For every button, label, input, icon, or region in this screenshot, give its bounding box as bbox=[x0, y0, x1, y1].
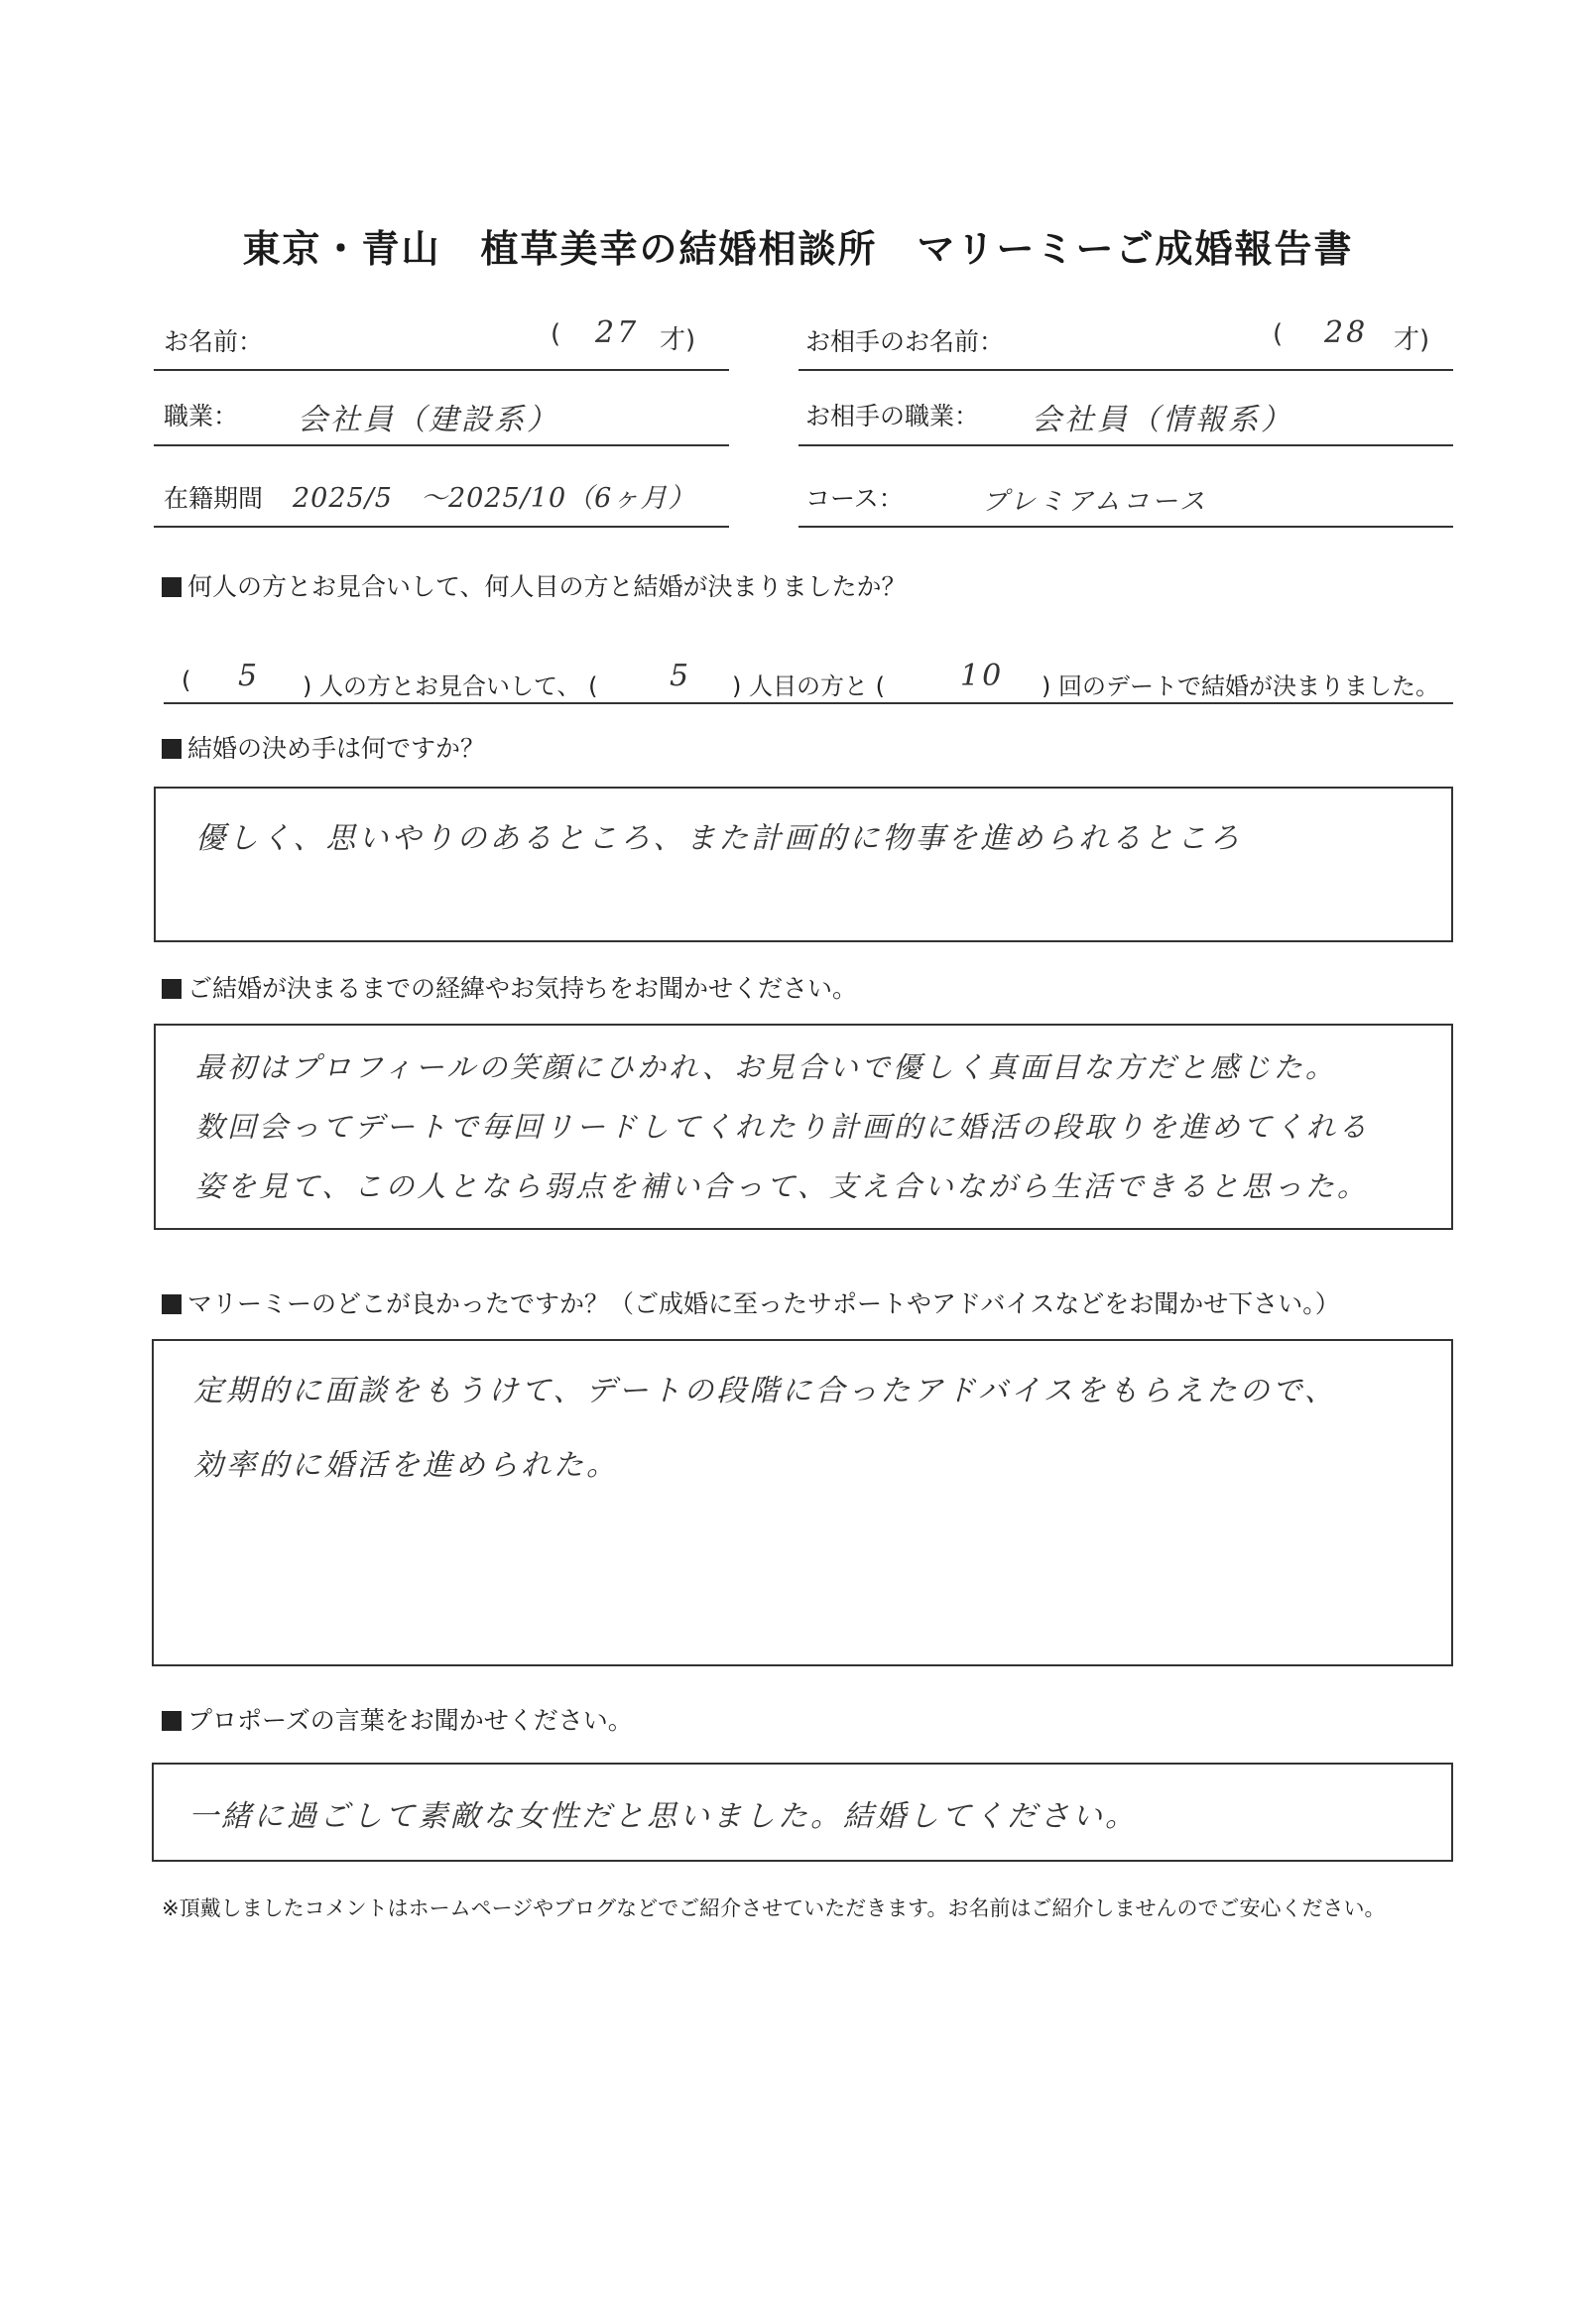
q5-heading bbox=[162, 1701, 633, 1737]
course-value: プレミアムコース bbox=[982, 487, 1208, 517]
q1-text3: ) 回のデートで結婚が決まりました。 bbox=[1042, 672, 1439, 700]
partner-job-label: お相手の職業： bbox=[805, 402, 980, 430]
q4-answer-line: 定期的に面談をもうけて、デートの段階に合ったアドバイスをもらえたので、 bbox=[193, 1374, 1337, 1408]
partner-age-close: 才) bbox=[1394, 325, 1430, 355]
q3-answer-line: 数回会ってデートで毎回リードしてくれたり計画的に婚活の段取りを進めてくれる bbox=[195, 1110, 1371, 1144]
q3-answer-box bbox=[154, 1024, 1453, 1230]
q1-heading bbox=[162, 567, 907, 603]
q3-question: ご結婚が決まるまでの経緯やお気持ちをお聞かせください。 bbox=[187, 974, 858, 1003]
q1-open: ( bbox=[182, 667, 191, 694]
partner-job-underline bbox=[798, 444, 1453, 446]
job-underline bbox=[154, 444, 729, 446]
partner-name-underline bbox=[798, 369, 1453, 371]
course-underline bbox=[798, 526, 1453, 528]
q4-answer-box bbox=[152, 1339, 1453, 1666]
period-value: 2025/5 ～2025/10（6ヶ月） bbox=[293, 483, 696, 514]
q1-text2: ) 人目の方と ( bbox=[732, 672, 885, 700]
q2-answer-box bbox=[154, 787, 1453, 942]
square-bullet-icon bbox=[162, 577, 182, 597]
q1-count-dates: 10 bbox=[960, 659, 1005, 693]
name-label: お名前： bbox=[164, 327, 264, 356]
q4-heading bbox=[162, 1284, 1340, 1320]
square-bullet-icon bbox=[162, 1294, 182, 1314]
square-bullet-icon bbox=[162, 979, 182, 999]
square-bullet-icon bbox=[162, 739, 182, 759]
name-underline bbox=[154, 369, 729, 371]
period-label: 在籍期間 bbox=[164, 484, 264, 513]
partner-name-label: お相手のお名前： bbox=[805, 327, 1005, 356]
q3-heading bbox=[162, 969, 857, 1005]
q5-answer-box bbox=[152, 1763, 1453, 1862]
q2-heading bbox=[162, 729, 485, 765]
q2-answer-line: 優しく、思いやりのあるところ、また計画的に物事を進められるところ bbox=[195, 821, 1243, 856]
q1-count-nth: 5 bbox=[670, 659, 692, 693]
age-value: 27 bbox=[595, 315, 640, 350]
partner-age-open: ( bbox=[1273, 319, 1284, 349]
course-label: コース： bbox=[805, 484, 904, 513]
square-bullet-icon bbox=[162, 1711, 182, 1731]
period-underline bbox=[154, 526, 729, 528]
q4-question: マリーミーのどこが良かったですか？（ご成婚に至ったサポートやアドバイスなどをお聞かせ下さい。） bbox=[187, 1289, 1340, 1318]
age-open: ( bbox=[551, 319, 561, 349]
q1-text1: ) 人の方とお見合いして、 ( bbox=[303, 672, 598, 700]
q1-question: 何人の方とお見合いして、何人目の方と結婚が決まりましたか？ bbox=[187, 572, 907, 601]
q1-count-meetings: 5 bbox=[238, 659, 261, 693]
age-close: 才) bbox=[660, 325, 696, 355]
q3-answer-line: 姿を見て、この人となら弱点を補い合って、支え合いながら生活できると思った。 bbox=[195, 1169, 1369, 1203]
q5-answer-line: 一緒に過ごして素敵な女性だと思いました。結婚してください。 bbox=[188, 1799, 1138, 1834]
page-title: 東京・青山 植草美幸の結婚相談所 マリーミーご成婚報告書 bbox=[242, 227, 1354, 271]
job-value: 会社員（建設系） bbox=[298, 403, 559, 437]
partner-age-value: 28 bbox=[1324, 315, 1369, 350]
job-label: 職業： bbox=[164, 402, 239, 430]
q1-underline bbox=[164, 702, 1453, 704]
q2-question: 結婚の決め手は何ですか？ bbox=[187, 734, 486, 763]
q3-answer-line: 最初はプロフィールの笑顔にひかれ、お見合いで優しく真面目な方だと感じた。 bbox=[195, 1050, 1337, 1084]
q5-question: プロポーズの言葉をお聞かせください。 bbox=[187, 1706, 633, 1735]
partner-job-value: 会社員（情報系） bbox=[1032, 403, 1293, 437]
q4-answer-line: 効率的に婚活を進められた。 bbox=[193, 1448, 619, 1483]
footnote: ※頂戴しましたコメントはホームページやブログなどでご紹介させていただきます。お名前はご紹介しませんのでご安心ください。 bbox=[162, 1896, 1386, 1920]
